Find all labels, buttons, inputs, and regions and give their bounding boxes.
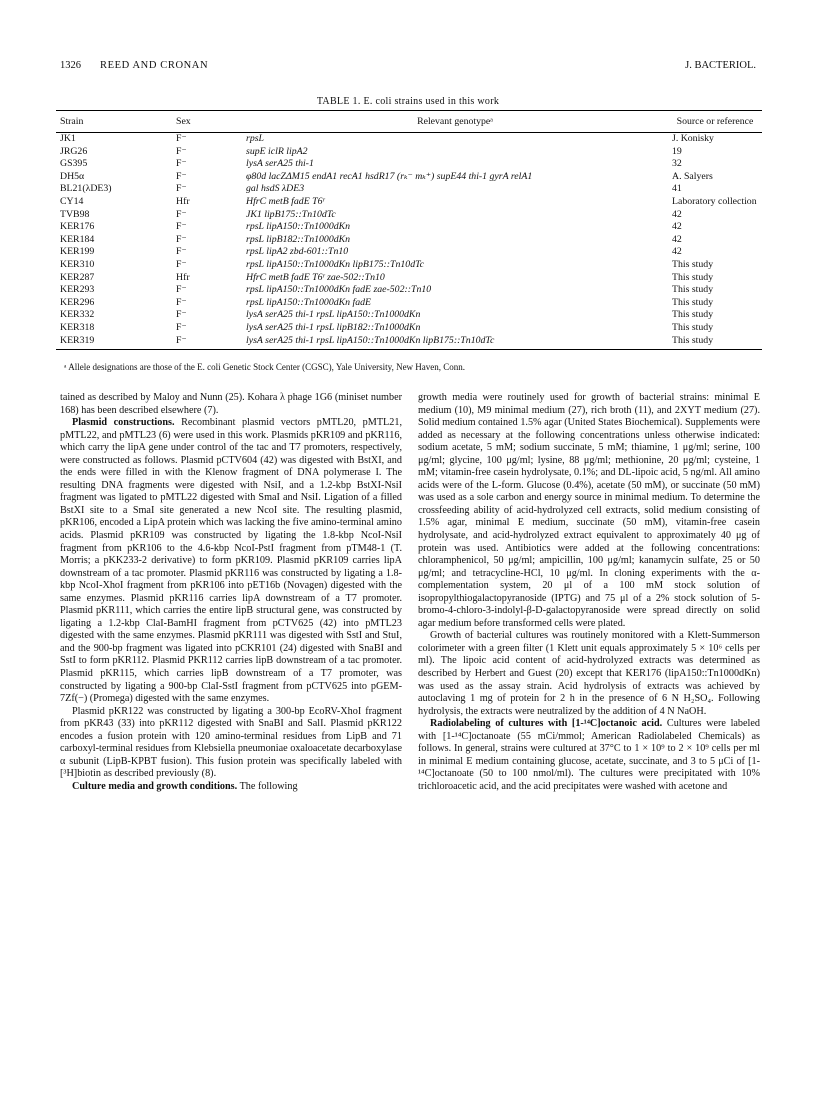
sex-cell: F⁻ — [176, 321, 187, 333]
genotype-cell: rpsL lipA150::Tn1000dKn fadE zae-502::Tn10 — [246, 284, 432, 296]
right-column — [418, 392, 760, 794]
table-row — [56, 272, 762, 285]
sex-cell: F⁻ — [176, 284, 187, 296]
table-row — [56, 234, 762, 247]
paragraph — [60, 781, 402, 794]
strain-cell: KER319 — [56, 335, 172, 350]
paragraph: growth media were routinely used for growth of bacterial strains: minimal E medium (10), M9 minimal medium (27), rich broth (11), and 2XYT medium (27). Solid medium contained 1.5% agar (United States Biochemical). Supplements were added as necessary at the following concentrations unless otherwise indicated: sodium acetate, 5 mM; sodium succinate, 5 mM; thiamine, 1 μg/ml; serine, 100 μg/ml; glycine, 100 μg/ml; lysine, 88 μg/ml; methionine, 20 μg/ml; cysteine, 1 mM; vitamin-free casein hydrolysate, 0.1%; and DL-lipoic acid, 5 ng/ml. All amino acids were of the L-form. Glucose (0.4%), acetate (50 mM), or succinate (50 mM) was used as a sole carbon and energy source in minimal medium. To determine the crossfeeding ability of acid-hydrolyzed cell extracts, solid medium consisting of 1.5% agar, minimal E medium, succinate (50 mM), vitamin-free casein hydrolysate, and acid-hydrolyzed extract equivalent to approximately 40 μg of protein was used. Antibiotics were added at the following concentrations: chloramphenicol, 50 μg/ml; ampicillin, 100 μg/ml; kanamycin sulfate, 25 or 50 μg/ml; and tetracycline-HCl, 10 μg/ml. In cloning experiments with the α-complementation system, 20 μl of a 100 mM stock solution of isopropylthiogalactopyranoside (IPTG) and 75 μl of a 2% stock solution of 5-bromo-4-chloro-3-indolyl-β-D-galactopyranoside were spread directly on solid agar medium before transformed cells were plated. — [418, 392, 760, 629]
source-cell: This study — [672, 309, 714, 321]
sex-cell: Hfr — [176, 271, 190, 283]
source-cell: This study — [672, 284, 714, 296]
strain-cell: KER176 — [60, 221, 95, 233]
table-row — [56, 158, 762, 171]
genotype-cell: rpsL lipA150::Tn1000dKn lipB175::Tn10dTc — [246, 258, 424, 270]
table-footnote: ᵃ Allele designations are those of the E. coli Genetic Stock Center (CGSC), Yale University, New Haven, Conn. — [64, 362, 466, 372]
strain-cell: JK1 — [60, 133, 76, 144]
sex-cell: F⁻ — [176, 145, 187, 157]
strain-cell: KER184 — [60, 233, 95, 245]
sex-cell: F⁻ — [176, 170, 187, 182]
source-cell: This study — [672, 271, 714, 283]
genotype-cell: JK1 lipB175::Tn10dTc — [246, 208, 336, 220]
sex-cell: F⁻ — [172, 335, 242, 350]
strain-cell: KER318 — [60, 321, 95, 333]
table-row — [56, 171, 762, 184]
table-row — [56, 221, 762, 234]
strain-cell: KER287 — [60, 271, 95, 283]
table-header-row — [56, 111, 762, 133]
genotype-cell: HfrC metB fadE T6ʳ — [246, 195, 325, 207]
source-cell: This study — [672, 296, 714, 308]
strain-cell: KER293 — [60, 284, 95, 296]
source-cell: 19 — [672, 145, 682, 157]
genotype-cell: rpsL lipA150::Tn1000dKn — [246, 221, 351, 233]
strain-cell: KER296 — [60, 296, 95, 308]
genotype-cell: lysA serA25 thi-1 rpsL lipA150::Tn1000dKn lipB175::Tn10dTc — [242, 335, 668, 350]
sex-cell: F⁻ — [176, 233, 187, 245]
genotype-cell: rpsL lipA150::Tn1000dKn fadE — [246, 296, 372, 308]
genotype-cell: gal hsdS λDE3 — [246, 183, 305, 195]
table-caption: TABLE 1. E. coli strains used in this work — [316, 96, 500, 107]
table-row — [56, 322, 762, 335]
source-cell: 41 — [672, 183, 682, 195]
paragraph: tained as described by Maloy and Nunn (25). Kohara λ phage 1G6 (miniset number 168) has been described elsewhere (7). — [60, 392, 402, 416]
sex-cell: F⁻ — [176, 208, 187, 220]
running-authors: REED AND CRONAN — [100, 60, 209, 71]
strain-cell: CY14 — [60, 195, 84, 207]
genotype-cell: lysA serA25 thi-1 rpsL lipA150::Tn1000dKn — [246, 309, 421, 321]
source-cell: This study — [672, 258, 714, 270]
table-row — [56, 297, 762, 310]
source-cell: Laboratory collection — [672, 195, 757, 207]
sex-cell: F⁻ — [176, 309, 187, 321]
table-row — [56, 133, 762, 146]
sex-cell: F⁻ — [176, 158, 187, 170]
strain-cell: KER199 — [60, 246, 95, 258]
strain-cell: TVB98 — [60, 208, 90, 220]
table-row — [56, 183, 762, 196]
source-cell: 42 — [672, 233, 682, 245]
sex-cell: F⁻ — [176, 296, 187, 308]
strain-cell: DH5α — [60, 170, 85, 182]
source-cell: 42 — [672, 246, 682, 258]
strain-cell: KER310 — [60, 258, 95, 270]
table-row — [56, 209, 762, 222]
genotype-cell: rpsL — [246, 133, 264, 144]
paragraph: Plasmid pKR122 was constructed by ligating a 300-bp EcoRV-XhoI fragment from pKR43 (33) into pKR112 digested with SnaBI and SalI. Plasmid pKR122 encodes a fusion protein with 120 amino-terminal residues from LipB and 71 carboxyl-terminal residues from Klebsiella pneumoniae oxaloacetate decarboxylase α subunit (LipB-KPBT fusion). This fusion protein was specifically labeled with [³H]biotin as described previously (8). — [60, 705, 402, 780]
genotype-cell: lysA serA25 thi-1 rpsL lipB182::Tn1000dKn — [246, 321, 421, 333]
genotype-cell: supE iclR lipA2 — [246, 145, 308, 157]
table-row — [56, 259, 762, 272]
page-number: 1326 — [60, 60, 81, 71]
journal-name: J. BACTERIOL. — [685, 60, 756, 71]
paragraph-text: Cultures were labeled with [1-¹⁴C]octanoate (55 mCi/mmol; American Radiolabeled Chemicals) as follows. In general, strains were cultured at 37°C to 1 × 10⁹ to 2 × 10⁹ cells per ml in minimal E medium containing glucose, acetate, succinate, and 3 to 5 μCi of [1-¹⁴C]octanoate (50 to 100 nmol/ml). The cultures were precipitated with 10% trichloroacetic acid, and the acid precipitates were washed with acetone and — [418, 718, 760, 792]
col-header-genotype: Relevant genotypeᵃ — [242, 111, 668, 133]
sex-cell: F⁻ — [176, 246, 187, 258]
paragraph-text: Recombinant plasmid vectors pMTL20, pMTL21, pMTL22, and pMTL23 (6) were used in this work. Plasmids pKR109 and pKR116, which carry the lipA gene under control of the tac and T7 promoters, respectively, were constructed as follows. Plasmid pCTV604 (42) was digested with BstXI, and the ends were filled in with the Klenow fragment of DNA polymerase I. The resulting DNA fragments were digested with NsiI, and a 1.2-kbp BstXI-NsiI fragment was ligated to pMTL22 digested with SmaI and NsiI. Ligation of a filled BstXI site to a SmaI site generated a new NcoI site. The resulting plasmid, pKR106, encoded a LipA protein which was lacking the five amino-terminal amino acids. Plasmid pKR109 was constructed by ligating the 1.8-kbp NcoI-NsiI fragment from pKR106 to the 4.6-kbp NcoI-PstI fragment from pTM48-1 (T. Morris; a pKK233-2 derivative) to form pKR109. Plasmid pKR109 carries lipA downstream of a tac promoter. Plasmid pKR116 was constructed by ligating a 1.8-kbp NcoI-XhoI fragment from pKR106 into pET16b (Novagen) digested with the same enzymes. Plasmid pKR116 carries lipA downstream of a T7 promoter. Plasmid pKR111, which carries the entire lipB structural gene, was constructed by ligating a 1.2-kbp ClaI-BamHI fragment from pCTV625 (42) into pMTL23 digested with the same enzymes. Plasmid pKR111 was digested with SstI and StuI, and the 900-bp fragment was ligated into pCKR101 (24) digested with SnaBI and SstI to form pKR112. Plasmid PKR112 carries lipB downstream of a tac promoter. Plasmid pKR115, which carries lipB downstream of a T7 promoter, was constructed by ligating a 900-bp ClaI-SstI fragment from pCTV625 into pGEM-7Zf(−) (Promega) digested with the same enzymes. — [60, 417, 403, 705]
source-cell: 42 — [672, 208, 682, 220]
table-row — [56, 146, 762, 159]
table-row — [56, 196, 762, 209]
source-cell: This study — [672, 321, 714, 333]
genotype-cell: lysA serA25 thi-1 — [246, 158, 314, 170]
section-heading: Radiolabeling of cultures with [1-¹⁴C]octanoic acid. — [430, 718, 663, 730]
running-header — [60, 60, 756, 76]
sex-cell: Hfr — [176, 195, 190, 207]
genotype-cell: HfrC metB fadE T6ʳ zae-502::Tn10 — [246, 271, 385, 283]
strain-cell: KER332 — [60, 309, 95, 321]
source-cell: J. Konisky — [672, 133, 714, 144]
paragraph: Growth of bacterial cultures was routinely monitored with a Klett-Summerson colorimeter with a green filter (1 Klett unit equals approximately 5 × 10⁶ cells per ml). The lipoic acid content of acid-hydrolyzed extracts was determined as described by Herbert and Guest (20) except that KER176 (lipA150::Tn1000dKn) was used as the assay strain. Acid hydrolysis of extracts was achieved by autoclaving 1 mg of protein for 2 h in the presence of 6 N H₂SO₄. Following hydrolysis, the extracts were neutralized by the addition of 4 N NaOH. — [418, 630, 760, 717]
source-cell: A. Salyers — [672, 170, 713, 182]
genotype-cell: φ80d lacZΔM15 endA1 recA1 hsdR17 (rₖ⁻ mₖ⁺) supE44 thi-1 gyrA relA1 — [246, 170, 533, 182]
table-row — [56, 309, 762, 322]
section-heading: Culture media and growth conditions. — [72, 780, 238, 792]
paragraph — [60, 417, 402, 706]
genotype-cell: rpsL lipA2 zbd-601::Tn10 — [246, 246, 349, 258]
table-row — [56, 284, 762, 297]
strain-cell: BL21(λDE3) — [60, 183, 112, 195]
source-cell: 32 — [672, 158, 682, 170]
col-header-sex: Sex — [172, 111, 242, 133]
left-column — [60, 392, 402, 794]
strain-cell: GS395 — [60, 158, 88, 170]
sex-cell: F⁻ — [176, 221, 187, 233]
table-row — [56, 246, 762, 259]
source-cell: 42 — [672, 221, 682, 233]
strain-cell: JRG26 — [60, 145, 88, 157]
sex-cell: F⁻ — [176, 258, 187, 270]
col-header-strain: Strain — [56, 111, 172, 133]
strains-table — [56, 110, 762, 350]
section-heading: Plasmid constructions. — [72, 417, 175, 429]
sex-cell: F⁻ — [176, 183, 187, 195]
paragraph-text: The following — [237, 780, 298, 792]
col-header-source: Source or reference — [668, 111, 762, 133]
paragraph — [418, 718, 760, 793]
genotype-cell: rpsL lipB182::Tn1000dKn — [246, 233, 351, 245]
table-row — [56, 335, 762, 350]
source-cell: This study — [668, 335, 762, 350]
sex-cell: F⁻ — [176, 133, 187, 144]
